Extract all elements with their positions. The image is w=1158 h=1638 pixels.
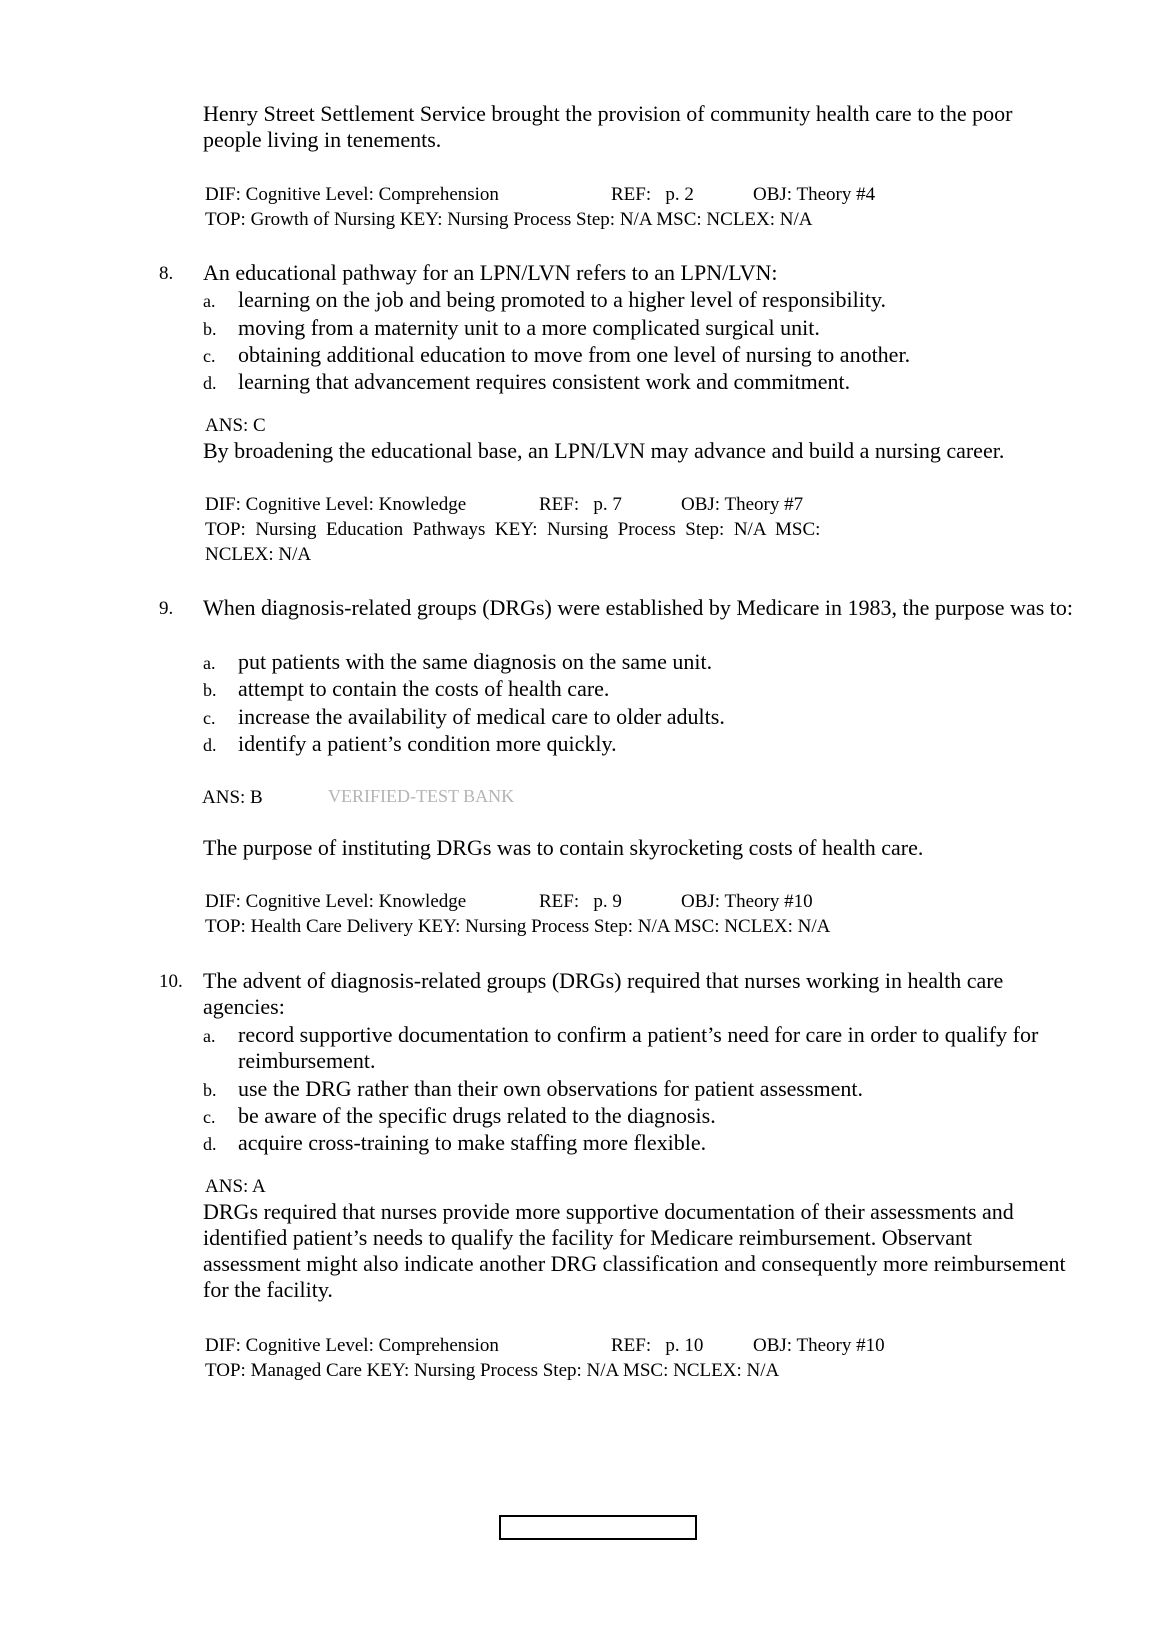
- q8-option-letter: a.: [203, 291, 216, 311]
- q8-answer: ANS: C: [205, 415, 266, 436]
- q8-topic: TOP: Nursing Education Pathways KEY: Nursing Process Step: N/A MSC:: [205, 519, 821, 540]
- q8-stem: An educational pathway for an LPN/LVN refers to an LPN/LVN:: [203, 260, 778, 285]
- q8-number: 8.: [159, 263, 174, 284]
- q7-rationale: Henry Street Settlement Service brought the provision of community health care to the poor people living in tenements.: [203, 101, 1013, 152]
- q9-answer: ANS: B: [202, 787, 263, 808]
- q9-stem: When diagnosis-related groups (DRGs) were established by Medicare in 1983, the purpose was to:: [203, 595, 1073, 620]
- q10-stem: The advent of diagnosis-related groups (DRGs) required that nurses working in health care agencies:: [203, 968, 1004, 1019]
- q10-option-b: use the DRG rather than their own observations for patient assessment.: [238, 1076, 864, 1101]
- q10-number: 10.: [159, 971, 183, 992]
- q9-topic: TOP: Health Care Delivery KEY: Nursing Process Step: N/A MSC: NCLEX: N/A: [205, 916, 831, 937]
- q8-dif: DIF: Cognitive Level: Knowledge: [205, 494, 467, 515]
- q10-obj: OBJ: Theory #10: [753, 1335, 885, 1356]
- q9-option-letter: a.: [203, 653, 216, 673]
- q9-option-c: increase the availability of medical care to older adults.: [238, 704, 725, 729]
- q7-obj: OBJ: Theory #4: [753, 184, 876, 205]
- q7-dif: DIF: Cognitive Level: Comprehension: [205, 184, 499, 205]
- q10-option-letter: d.: [203, 1134, 217, 1154]
- q8-option-c: obtaining additional education to move from one level of nursing to another.: [238, 342, 911, 367]
- q9-number: 9.: [159, 598, 174, 619]
- q8-option-letter: c.: [203, 346, 216, 366]
- q8-option-letter: b.: [203, 319, 217, 339]
- q9-option-b: attempt to contain the costs of health care.: [238, 676, 610, 701]
- q9-ref: REF: p. 9: [539, 891, 622, 912]
- q8-option-d: learning that advancement requires consistent work and commitment.: [238, 369, 851, 394]
- q10-rationale: DRGs required that nurses provide more supportive documentation of their assessments and identified patient’s needs to qualify the facility for Medicare reimbursement. Observant assessment might also indicate another DRG classification and consequently more reimbursement for the facility.: [203, 1199, 1066, 1302]
- q8-topic-cont: NCLEX: N/A: [205, 544, 312, 565]
- q9-option-a: put patients with the same diagnosis on the same unit.: [238, 649, 713, 674]
- q10-option-letter: a.: [203, 1026, 216, 1046]
- q10-option-a: record supportive documentation to confirm a patient’s need for care in order to qualify for reimbursement.: [238, 1022, 1039, 1073]
- q9-option-letter: d.: [203, 735, 217, 755]
- q10-topic: TOP: Managed Care KEY: Nursing Process Step: N/A MSC: NCLEX: N/A: [205, 1360, 780, 1381]
- q9-obj: OBJ: Theory #10: [681, 891, 813, 912]
- footer-box: [499, 1515, 697, 1540]
- q7-ref: REF: p. 2: [611, 184, 694, 205]
- q10-ref: REF: p. 10: [611, 1335, 704, 1356]
- q10-option-letter: c.: [203, 1107, 216, 1127]
- q10-option-c: be aware of the specific drugs related to the diagnosis.: [238, 1103, 716, 1128]
- q10-answer: ANS: A: [205, 1176, 266, 1197]
- q8-obj: OBJ: Theory #7: [681, 494, 804, 515]
- q9-option-d: identify a patient’s condition more quickly.: [238, 731, 617, 756]
- q10-option-d: acquire cross-training to make staffing more flexible.: [238, 1130, 707, 1155]
- q8-ref: REF: p. 7: [539, 494, 622, 515]
- q10-option-letter: b.: [203, 1080, 217, 1100]
- q8-rationale: By broadening the educational base, an LPN/LVN may advance and build a nursing career.: [203, 438, 1005, 463]
- q10-dif: DIF: Cognitive Level: Comprehension: [205, 1335, 499, 1356]
- q9-dif: DIF: Cognitive Level: Knowledge: [205, 891, 467, 912]
- q9-rationale: The purpose of instituting DRGs was to contain skyrocketing costs of health care.: [203, 835, 924, 860]
- q8-option-b: moving from a maternity unit to a more complicated surgical unit.: [238, 315, 820, 340]
- q8-option-a: learning on the job and being promoted to a higher level of responsibility.: [238, 287, 887, 312]
- q9-option-letter: c.: [203, 708, 216, 728]
- q7-topic: TOP: Growth of Nursing KEY: Nursing Process Step: N/A MSC: NCLEX: N/A: [205, 209, 813, 230]
- watermark-text: VERIFIED-TEST BANK: [328, 786, 515, 806]
- q8-option-letter: d.: [203, 373, 217, 393]
- q9-option-letter: b.: [203, 680, 217, 700]
